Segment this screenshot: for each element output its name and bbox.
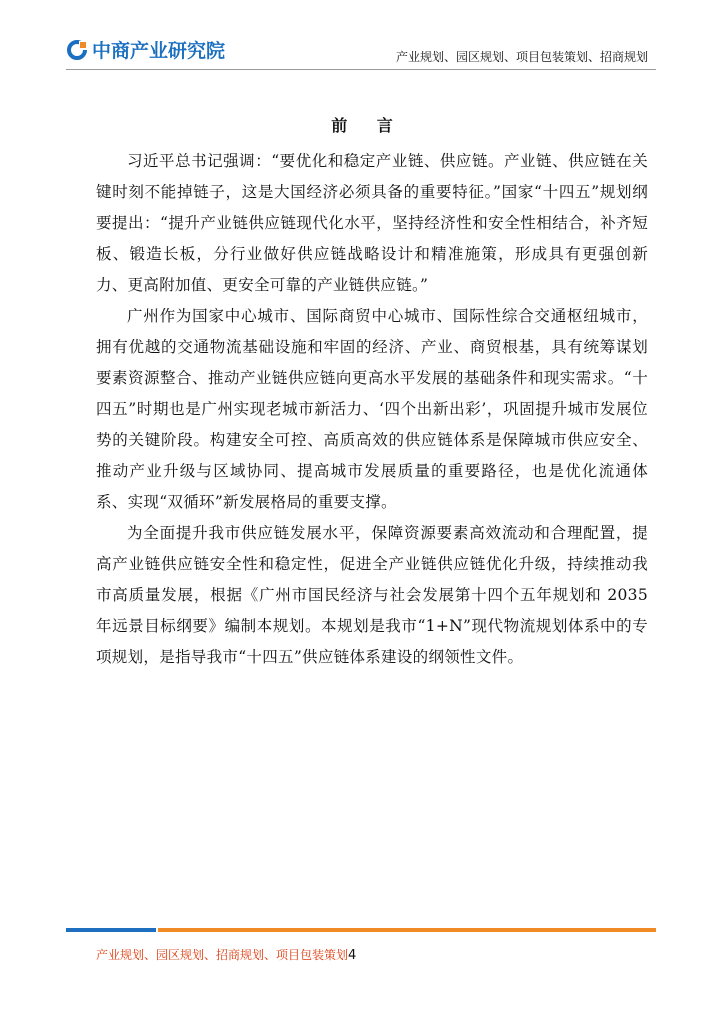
- paragraph: 广州作为国家中心城市、国际商贸中心城市、国际性综合交通枢纽城市，拥有优越的交通物流基础设施和牢固的经济、产业、商贸根基，具有统筹谋划要素资源整合、推动产业链供应链向更高水平发展的基础条件和现实需求。“十四五”时期也是广州实现老城市新活力、‘四个出新出彩’，巩固提升城市发展位势的关键阶段。构建安全可控、高质高效的供应链体系是保障城市供应安全、推动产业升级与区域协同、提高城市发展质量的重要路径，也是优化流通体系、实现“双循环”新发展格局的重要支撑。: [96, 307, 648, 511]
- footer-divider: [66, 928, 656, 935]
- header-tagline: 产业规划、园区规划、项目包装策划、招商规划: [395, 50, 648, 64]
- footer-bar-blue: [66, 928, 156, 932]
- logo-text: 中商产业研究院: [92, 40, 226, 62]
- paragraph: 习近平总书记强调：“要优化和稳定产业链、供应链。产业链、供应链在关键时刻不能掉链子，这是大国经济必须具备的重要特征。”国家“十四五”规划纲要提出：“提升产业链供应链现代化水平，坚持经济性和安全性相结合，补齐短板、锻造长板，分行业做好供应链战略设计和精准施策，形成具有更强创新力、更高附加值、更安全可靠的产业链供应链。”: [96, 152, 648, 294]
- page-title: 前 言: [331, 116, 405, 135]
- document-body: [96, 146, 648, 673]
- header-divider: [66, 69, 656, 70]
- company-logo: [66, 36, 225, 63]
- paragraph: 为全面提升我市供应链发展水平，保障资源要素高效流动和合理配置，提高产业链供应链安全性和稳定性，促进全产业链供应链优化升级，持续推动我市高质量发展，根据《广州市国民经济与社会发展第十四个五年规划和 2035 年远景目标纲要》编制本规划。本规划是我市“1+N”现代物流规划体系中的专项规划，是指导我市“十四五”供应链体系建设的纲领性文件。: [96, 524, 648, 666]
- page-footer: [96, 946, 356, 963]
- page-header: [0, 0, 724, 80]
- logo-mark-icon: [66, 39, 88, 61]
- page-number: 4: [348, 948, 357, 963]
- footer-tagline: 产业规划、园区规划、招商规划、项目包装策划: [96, 948, 349, 962]
- footer-bar-orange: [158, 928, 656, 932]
